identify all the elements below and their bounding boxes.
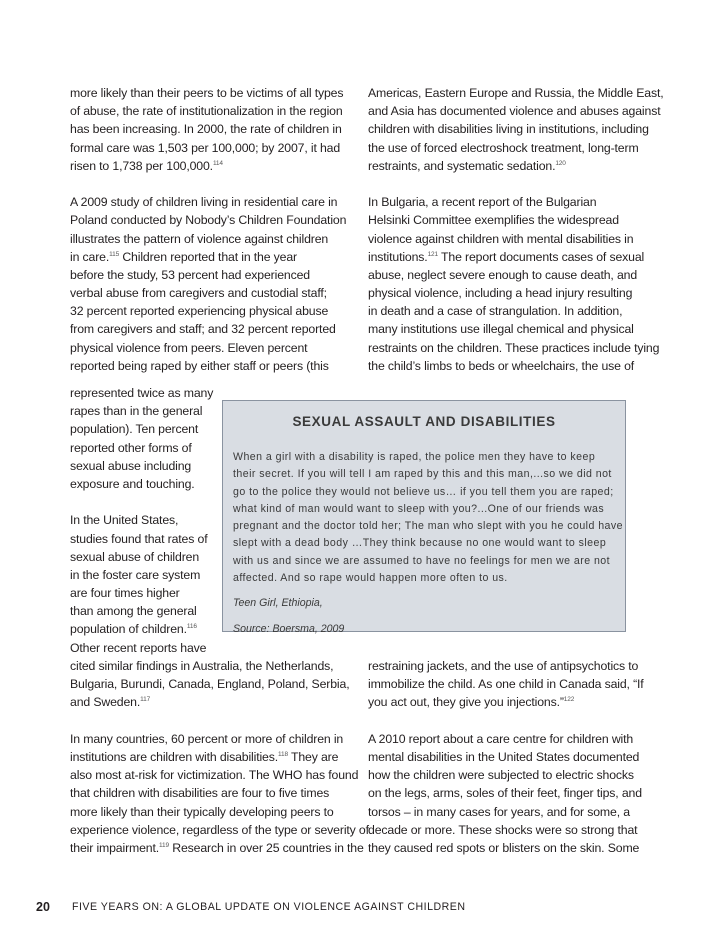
- quote-attribution: Teen Girl, Ethiopia,: [233, 597, 323, 610]
- text-line: formal care was 1,503 per 100,000; by 2007, it had: [70, 140, 341, 155]
- text-line: physical violence, including a head injury resulting: [368, 286, 633, 301]
- footnote-ref: 117: [140, 696, 151, 704]
- text-line: population). Ten percent: [70, 422, 199, 437]
- quote-line: affected. And so rape would happen more often to us.: [233, 572, 508, 585]
- quote-line: what kind of man would want to sleep with you?...One of our friends was: [233, 502, 605, 515]
- text-line: immobilize the child. As one child in Canada said, “If: [368, 677, 644, 692]
- text-line: risen to 1,738 per 100,000.$^{114}$: [70, 158, 223, 173]
- footnote-ref: 115: [109, 250, 120, 258]
- quote-line: their secret. If you will tell I am raped by this and this man,...so we did not: [233, 468, 612, 481]
- text-line: in the foster care system: [70, 567, 201, 582]
- text-line: cited similar findings in Australia, the Netherlands,: [70, 659, 334, 673]
- left-column-narrow: [70, 384, 220, 657]
- sidebar-title: SEXUAL ASSAULT AND DISABILITIES: [292, 414, 556, 429]
- text-line: restraints, and systematic sedation.$^{120}$: [368, 158, 566, 173]
- text-line: institutions are children with disabilities.$^{118}$ They are: [70, 749, 339, 764]
- page-number: 20: [36, 900, 50, 914]
- text-line: restraining jackets, and the use of antipsychotics to: [368, 659, 639, 673]
- text-line: than among the general: [70, 604, 197, 619]
- text-line: Bulgaria, Burundi, Canada, England, Poland, Serbia,: [70, 677, 350, 692]
- right-column-bottom: [368, 657, 644, 857]
- text-line: abuse, neglect severe enough to cause death, and: [368, 267, 638, 282]
- text-line: A 2009 study of children living in residential care in: [70, 195, 338, 210]
- sidebar-box: [222, 400, 626, 635]
- text-line: many institutions use illegal chemical and physical: [368, 322, 634, 337]
- text-line: the use of forced electroshock treatment, long-term: [368, 140, 639, 155]
- text-line: population of children.$^{116}$: [70, 622, 197, 637]
- text-line: Poland conducted by Nobody’s Children Foundation: [70, 213, 347, 228]
- text-line: mental disabilities in the United States documented: [368, 749, 640, 764]
- text-line: Other recent reports have: [70, 640, 207, 655]
- text-line: their impairment.$^{119}$ Research in over 25 countries in the: [70, 840, 364, 855]
- quote-line: pregnant and the doctor told her; The man who slept with you he could have: [233, 520, 623, 533]
- left-column-top: [70, 84, 355, 375]
- footnote-ref: 116: [186, 623, 197, 631]
- text-line: the child’s limbs to beds or wheelchairs, the use of: [368, 358, 635, 373]
- text-line: has been increasing. In 2000, the rate of children in: [70, 122, 342, 137]
- text-line: In the United States,: [70, 513, 179, 528]
- text-line: In many countries, 60 percent or more of children in: [70, 731, 344, 746]
- text-line: before the study, 53 percent had experienced: [70, 267, 310, 282]
- text-line: and Sweden.$^{117}$: [70, 695, 151, 710]
- text-line: In Bulgaria, a recent report of the Bulgarian: [368, 195, 597, 210]
- footnote-ref: 122: [563, 696, 575, 704]
- text-line: studies found that rates of: [70, 531, 208, 546]
- text-line: represented twice as many: [70, 386, 214, 400]
- text-line: exposure and touching.: [70, 476, 195, 491]
- text-line: 32 percent reported experiencing physical abuse: [70, 304, 329, 319]
- text-line: rapes than in the general: [70, 404, 203, 419]
- text-line: more likely than their typically developing peers to: [70, 804, 334, 819]
- text-line: sexual abuse including: [70, 458, 192, 473]
- text-line: that children with disabilities are four to five times: [70, 786, 330, 801]
- text-line: torsos – in many cases for years, and for some, a: [368, 804, 630, 819]
- text-line: children with disabilities living in institutions, including: [368, 122, 649, 137]
- text-line: Americas, Eastern Europe and Russia, the Middle East,: [368, 86, 664, 100]
- footnote-ref: 118: [278, 750, 288, 758]
- text-line: experience violence, regardless of the type or severity of: [70, 822, 369, 837]
- text-line: violence against children with mental disabilities in: [368, 231, 634, 246]
- text-line: decade or more. These shocks were so strong that: [368, 822, 638, 837]
- footnote-ref: 121: [427, 250, 438, 258]
- text-line: institutions.$^{121}$ The report documents cases of sexual: [368, 249, 645, 264]
- text-line: Helsinki Committee exemplifies the widespread: [368, 213, 619, 228]
- quote-line: go to the police they would not believe us… if you tell them you are raped;: [233, 485, 614, 498]
- footnote-ref: 119: [159, 841, 169, 849]
- text-line: verbal abuse from caregivers and custodial staff;: [70, 286, 327, 301]
- running-footer-title: FIVE YEARS ON: A GLOBAL UPDATE ON VIOLENCE AGAINST CHILDREN: [72, 901, 466, 913]
- quote-line: When a girl with a disability is raped, the police men they have to keep: [233, 451, 596, 463]
- quote-line: with us and since we are assumed to have no feelings for men we are not: [233, 554, 611, 567]
- footnote-ref: 120: [555, 159, 566, 167]
- text-line: sexual abuse of children: [70, 549, 200, 564]
- text-line: reported being raped by either staff or peers (this: [70, 358, 329, 373]
- text-line: of abuse, the rate of institutionalization in the region: [70, 104, 343, 119]
- text-line: you act out, they give you injections.”$^{122}$: [368, 695, 575, 710]
- right-column-top: [368, 84, 664, 375]
- text-line: are four times higher: [70, 586, 180, 601]
- text-line: from caregivers and staff; and 32 percent reported: [70, 322, 336, 337]
- text-line: restraints on the children. These practices include tying: [368, 340, 660, 355]
- text-line: in death and a case of strangulation. In addition,: [368, 304, 623, 319]
- text-line: on the legs, arms, soles of their feet, finger tips, and: [368, 786, 642, 801]
- quote-line: slept with a dead body …They think because no one would want to sleep: [233, 537, 607, 550]
- quote-source: Source: Boersma, 2009: [233, 622, 345, 635]
- text-line: reported other forms of: [70, 440, 192, 455]
- text-line: how the children were subjected to electric shocks: [368, 768, 634, 783]
- text-line: they caused red spots or blisters on the skin. Some: [368, 840, 640, 855]
- text-line: illustrates the pattern of violence against children: [70, 231, 329, 246]
- text-line: in care.$^{115}$ Children reported that in the year: [70, 249, 298, 264]
- text-line: and Asia has documented violence and abuses against: [368, 104, 661, 119]
- text-line: also most at-risk for victimization. The WHO has found: [70, 768, 359, 783]
- sidebar-quote: [233, 449, 621, 638]
- left-column-bottom: [70, 657, 369, 857]
- text-line: more likely than their peers to be victims of all types: [70, 86, 344, 100]
- text-line: physical violence from peers. Eleven percent: [70, 340, 308, 355]
- footnote-ref: 114: [212, 159, 223, 167]
- text-line: A 2010 report about a care centre for children with: [368, 731, 634, 746]
